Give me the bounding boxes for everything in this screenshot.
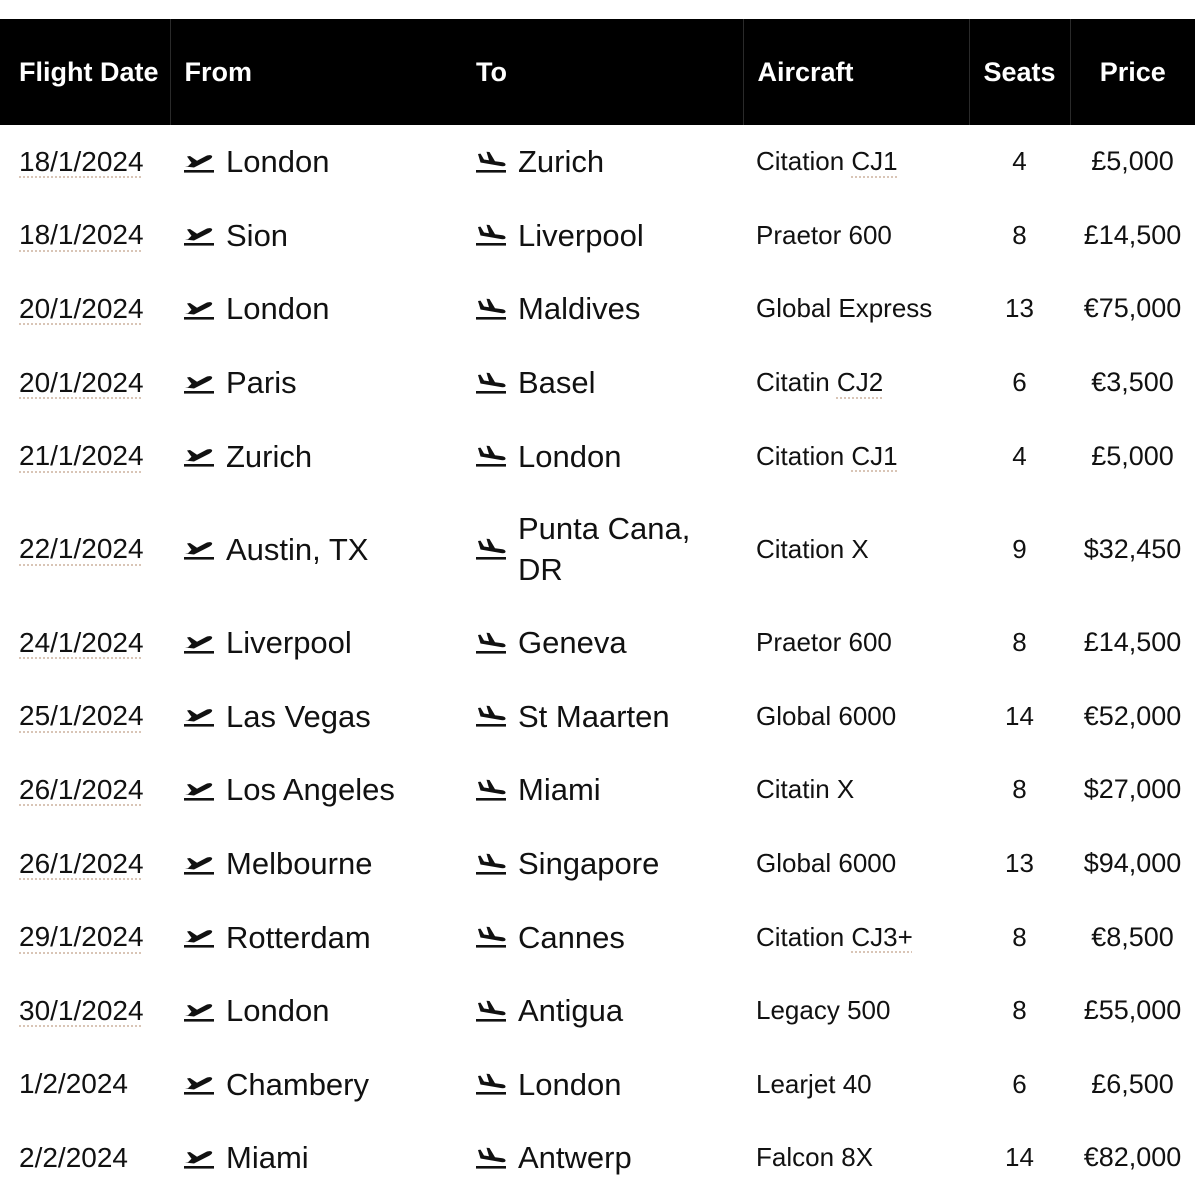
flight-date-cell	[0, 974, 170, 1048]
table-row[interactable]	[0, 680, 1195, 754]
to-city: Punta Cana, DR	[518, 511, 691, 588]
airplane-departure-icon	[182, 852, 216, 876]
seats-cell: 6	[1012, 1068, 1027, 1099]
table-row[interactable]	[0, 1048, 1195, 1122]
price-cell: £14,500	[1083, 219, 1182, 250]
from-cell	[170, 753, 462, 827]
airplane-arrival-icon	[474, 223, 508, 247]
to-city: Basel	[518, 365, 596, 401]
from-cell	[170, 1121, 462, 1195]
column-header-aircraft: Aircraft	[743, 19, 969, 125]
to-cell	[462, 753, 743, 827]
aircraft-name: Global 6000	[756, 700, 897, 731]
from-city: Chambery	[226, 1066, 369, 1102]
from-city: Los Angeles	[226, 772, 395, 808]
flight-date[interactable]: 18/1/2024	[19, 219, 144, 251]
aircraft-model-link[interactable]: CJ3+	[851, 921, 913, 952]
table-row[interactable]	[0, 1121, 1195, 1195]
airplane-arrival-icon	[474, 444, 508, 468]
to-cell	[462, 1121, 743, 1195]
seats-cell: 9	[1012, 533, 1027, 564]
flight-date-cell	[0, 900, 170, 974]
flight-date[interactable]: 22/1/2024	[19, 533, 144, 565]
seats-cell: 8	[1012, 921, 1027, 952]
aircraft-name: Legacy 500	[756, 995, 891, 1026]
to-cell	[462, 680, 743, 754]
airplane-departure-icon	[182, 925, 216, 949]
to-city: London	[518, 1066, 622, 1102]
table-row[interactable]	[0, 900, 1195, 974]
price-cell: €52,000	[1083, 700, 1182, 731]
seats-cell: 4	[1012, 440, 1027, 471]
aircraft-model-link[interactable]: CJ2	[836, 367, 884, 398]
airplane-departure-icon	[182, 1072, 216, 1096]
aircraft-cell	[743, 606, 969, 680]
airplane-departure-icon	[182, 999, 216, 1023]
from-cell	[170, 974, 462, 1048]
to-cell	[462, 827, 743, 901]
seats-cell: 6	[1012, 367, 1027, 398]
table-row[interactable]	[0, 419, 1195, 493]
airplane-departure-icon	[182, 631, 216, 655]
table-row[interactable]	[0, 606, 1195, 680]
table-row[interactable]	[0, 346, 1195, 420]
airplane-departure-icon	[182, 444, 216, 468]
from-city: London	[226, 993, 330, 1029]
aircraft-name: Citatin X	[756, 774, 855, 805]
from-cell	[170, 606, 462, 680]
price-cell: £55,000	[1083, 995, 1182, 1026]
flight-date-cell	[0, 827, 170, 901]
airplane-departure-icon	[182, 704, 216, 728]
flight-date-cell	[0, 1048, 170, 1122]
aircraft-model-link[interactable]: CJ1	[851, 146, 898, 177]
from-city: Paris	[226, 365, 297, 401]
airplane-arrival-icon	[474, 704, 508, 728]
flight-date[interactable]: 18/1/2024	[19, 145, 144, 177]
table-row[interactable]	[0, 493, 1195, 606]
header-row	[0, 19, 1195, 125]
aircraft-name: Citation	[756, 146, 852, 177]
from-cell	[170, 827, 462, 901]
aircraft-cell	[743, 900, 969, 974]
from-city: Zurich	[226, 438, 313, 474]
price-cell: £5,000	[1091, 440, 1174, 471]
flights-table-container	[0, 19, 1195, 1195]
table-row[interactable]	[0, 827, 1195, 901]
aircraft-cell	[743, 827, 969, 901]
aircraft-name: Praetor 600	[756, 627, 892, 658]
aircraft-cell	[743, 346, 969, 420]
to-city: Miami	[518, 772, 601, 808]
to-cell	[462, 272, 743, 346]
seats-cell: 8	[1012, 774, 1027, 805]
flight-date[interactable]: 26/1/2024	[19, 847, 144, 879]
from-city: Miami	[226, 1140, 309, 1176]
airplane-departure-icon	[182, 1146, 216, 1170]
airplane-arrival-icon	[474, 537, 508, 561]
to-city: Antwerp	[518, 1140, 632, 1176]
to-cell	[462, 346, 743, 420]
price-cell: $27,000	[1083, 774, 1182, 805]
to-city: Liverpool	[518, 217, 644, 253]
flight-date-cell	[0, 1121, 170, 1195]
airplane-arrival-icon	[474, 371, 508, 395]
column-header-from: From	[184, 56, 252, 87]
aircraft-cell	[743, 680, 969, 754]
to-city: Antigua	[518, 993, 624, 1029]
price-cell: €75,000	[1083, 293, 1182, 324]
from-cell	[170, 346, 462, 420]
to-cell	[462, 974, 743, 1048]
flight-date[interactable]: 1/2/2024	[19, 1068, 128, 1100]
aircraft-name: Citation	[756, 440, 852, 471]
from-city: Rotterdam	[226, 919, 371, 955]
price-cell: £5,000	[1091, 146, 1174, 177]
flight-date[interactable]: 30/1/2024	[19, 994, 144, 1026]
from-cell	[170, 419, 462, 493]
flight-date-cell	[0, 125, 170, 199]
aircraft-name: Citatin	[756, 367, 837, 398]
price-cell: €3,500	[1091, 367, 1174, 398]
to-cell	[462, 606, 743, 680]
table-row[interactable]	[0, 753, 1195, 827]
to-city: Cannes	[518, 919, 625, 955]
airplane-arrival-icon	[474, 925, 508, 949]
to-city: Singapore	[518, 846, 660, 882]
flight-date[interactable]: 25/1/2024	[19, 700, 144, 732]
column-header-price: Price	[1099, 56, 1166, 87]
to-city: Maldives	[518, 291, 641, 327]
aircraft-name: Falcon 8X	[756, 1142, 874, 1173]
price-cell: £6,500	[1091, 1068, 1174, 1099]
seats-cell: 8	[1012, 219, 1027, 250]
aircraft-cell	[743, 1121, 969, 1195]
flight-date-cell	[0, 199, 170, 273]
from-cell	[170, 125, 462, 199]
flight-date-cell	[0, 493, 170, 606]
to-cell	[462, 419, 743, 493]
seats-cell: 8	[1012, 627, 1027, 658]
aircraft-name: Citation	[756, 921, 852, 952]
flight-date[interactable]: 21/1/2024	[19, 440, 144, 472]
flight-date-cell	[0, 419, 170, 493]
airplane-departure-icon	[182, 778, 216, 802]
airplane-arrival-icon	[474, 150, 508, 174]
aircraft-cell	[743, 199, 969, 273]
flight-date-cell	[0, 346, 170, 420]
to-cell	[462, 199, 743, 273]
table-row[interactable]	[0, 974, 1195, 1048]
to-cell	[462, 125, 743, 199]
table-body	[0, 125, 1195, 1195]
flight-date[interactable]: 20/1/2024	[19, 292, 144, 324]
from-city: Liverpool	[226, 625, 352, 661]
aircraft-model-link[interactable]: CJ1	[851, 440, 898, 471]
price-cell: €82,000	[1083, 1142, 1182, 1173]
airplane-arrival-icon	[474, 999, 508, 1023]
to-cell	[462, 1048, 743, 1122]
from-cell	[170, 272, 462, 346]
seats-cell: 14	[1005, 700, 1034, 731]
aircraft-name: Citation X	[756, 533, 869, 564]
column-header-flight-date: Flight Date	[0, 19, 170, 125]
to-cell	[462, 900, 743, 974]
table-row[interactable]	[0, 125, 1195, 199]
from-cell	[170, 680, 462, 754]
column-header-seats: Seats	[969, 19, 1070, 125]
airplane-arrival-icon	[474, 852, 508, 876]
from-cell	[170, 199, 462, 273]
flight-date[interactable]: 2/2/2024	[19, 1141, 128, 1173]
airplane-arrival-icon	[474, 297, 508, 321]
price-cell: £14,500	[1083, 627, 1182, 658]
price-cell: $94,000	[1083, 848, 1182, 879]
aircraft-name: Learjet 40	[756, 1068, 872, 1099]
table-row[interactable]	[0, 199, 1195, 273]
table-row[interactable]	[0, 272, 1195, 346]
flight-date[interactable]: 20/1/2024	[19, 366, 144, 398]
to-cell	[462, 493, 743, 606]
seats-cell: 4	[1012, 146, 1027, 177]
from-city: Austin, TX	[226, 531, 369, 567]
flight-date-cell	[0, 753, 170, 827]
aircraft-name: Praetor 600	[756, 219, 892, 250]
airplane-departure-icon	[182, 537, 216, 561]
aircraft-cell	[743, 753, 969, 827]
airplane-arrival-icon	[474, 1072, 508, 1096]
airplane-departure-icon	[182, 223, 216, 247]
column-header-to: To	[462, 19, 743, 125]
flight-date[interactable]: 26/1/2024	[19, 773, 144, 805]
from-city: London	[226, 291, 330, 327]
to-city: London	[518, 438, 622, 474]
flight-date[interactable]: 29/1/2024	[19, 921, 144, 953]
aircraft-cell	[743, 125, 969, 199]
from-city: London	[226, 144, 330, 180]
airplane-arrival-icon	[474, 778, 508, 802]
airplane-departure-icon	[182, 150, 216, 174]
aircraft-cell	[743, 974, 969, 1048]
table-header	[0, 19, 1195, 125]
seats-cell: 14	[1005, 1142, 1034, 1173]
aircraft-name: Global 6000	[756, 848, 897, 879]
flight-date-cell	[0, 606, 170, 680]
from-cell	[170, 493, 462, 606]
to-city: Geneva	[518, 625, 627, 661]
aircraft-cell	[743, 493, 969, 606]
airplane-departure-icon	[182, 297, 216, 321]
airplane-departure-icon	[182, 371, 216, 395]
seats-cell: 13	[1005, 848, 1034, 879]
aircraft-name: Global Express	[756, 293, 933, 324]
aircraft-cell	[743, 419, 969, 493]
flights-table	[0, 19, 1195, 1195]
to-city: Zurich	[518, 144, 605, 180]
from-cell	[170, 1048, 462, 1122]
flight-date-cell	[0, 272, 170, 346]
airplane-arrival-icon	[474, 1146, 508, 1170]
flight-date-cell	[0, 680, 170, 754]
seats-cell: 8	[1012, 995, 1027, 1026]
flight-date[interactable]: 24/1/2024	[19, 626, 144, 658]
aircraft-cell	[743, 1048, 969, 1122]
aircraft-cell	[743, 272, 969, 346]
price-cell: $32,450	[1083, 533, 1182, 564]
airplane-arrival-icon	[474, 631, 508, 655]
from-city: Las Vegas	[226, 698, 371, 734]
from-city: Melbourne	[226, 846, 373, 882]
from-cell	[170, 900, 462, 974]
to-city: St Maarten	[518, 698, 670, 734]
seats-cell: 13	[1005, 293, 1034, 324]
price-cell: €8,500	[1091, 921, 1174, 952]
from-city: Sion	[226, 217, 289, 253]
